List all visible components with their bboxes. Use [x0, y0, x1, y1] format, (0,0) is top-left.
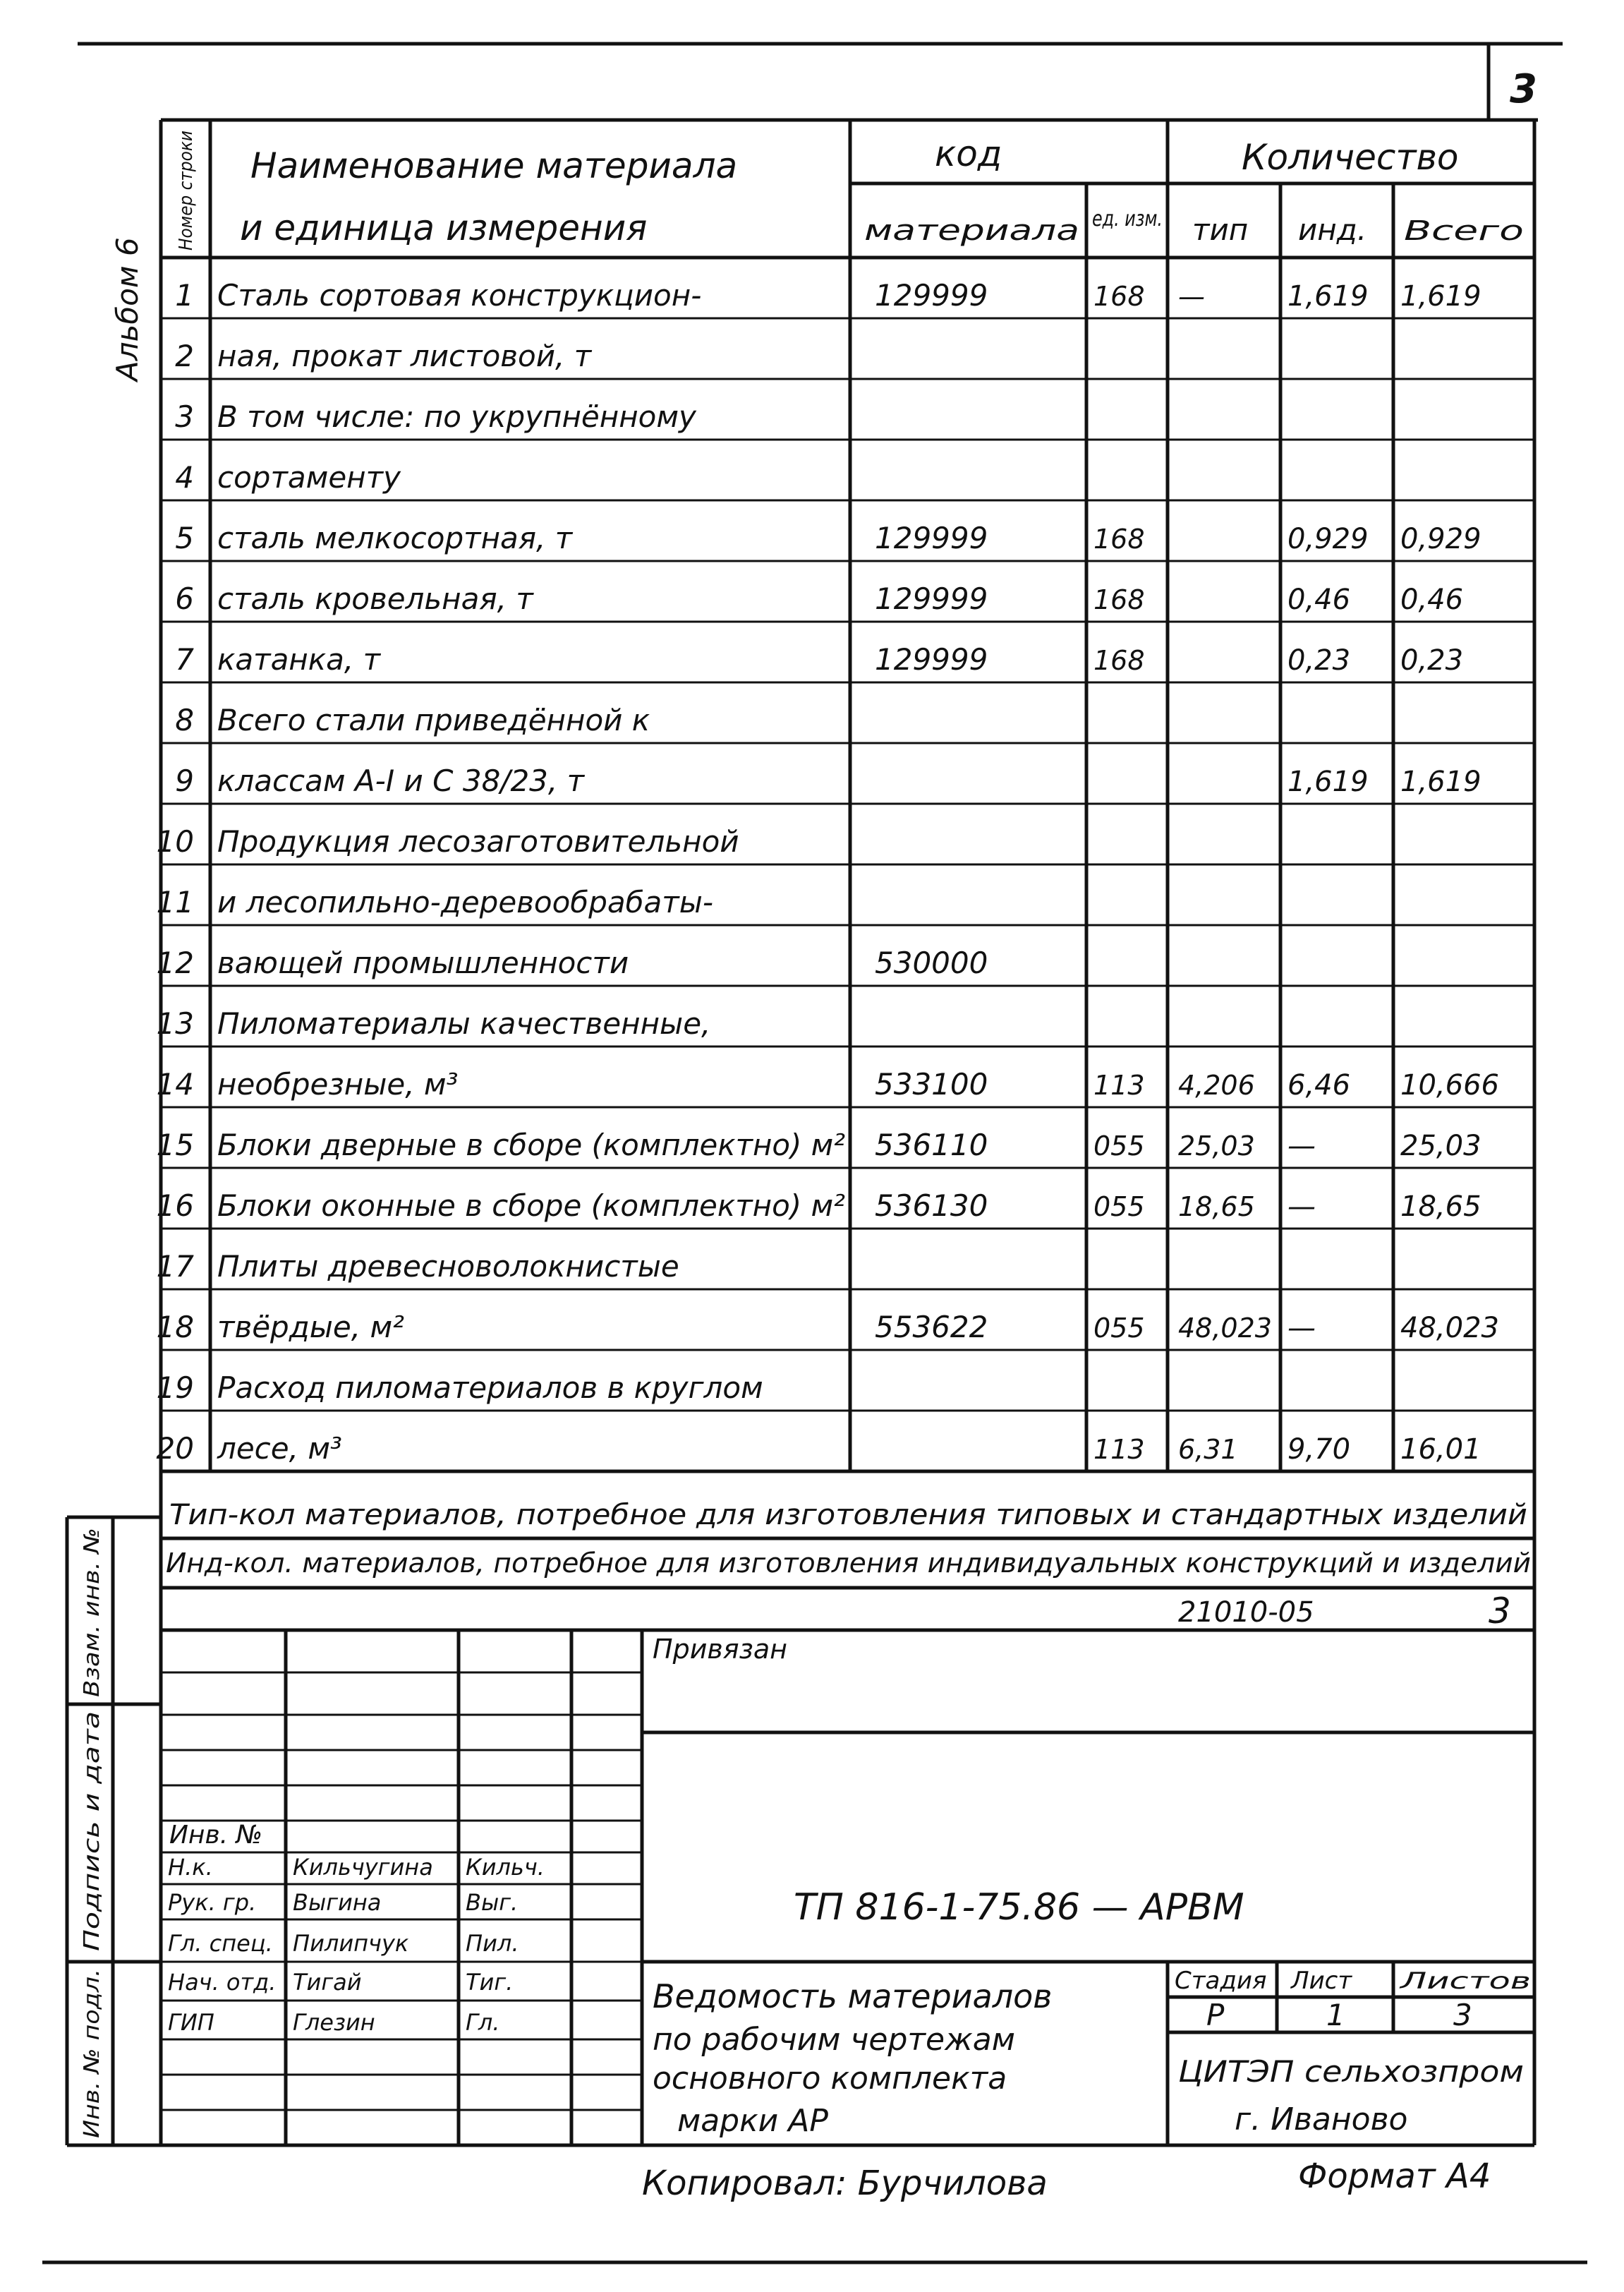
cell-n: 10: [156, 824, 194, 859]
cell-name: Сталь сортовая конструкцион-: [217, 278, 702, 313]
stamp-role-row: [168, 1930, 519, 1957]
cell-n: 19: [156, 1370, 194, 1405]
inv-no-label: Инв. №: [169, 1821, 263, 1850]
sheets-label: Листов: [1399, 1967, 1531, 1994]
cell-total: 48,023: [1400, 1312, 1499, 1344]
cell-type: 4,206: [1178, 1070, 1255, 1101]
cell-name: твёрдые, м²: [217, 1310, 404, 1344]
stamp-sign: Выг.: [466, 1889, 519, 1916]
cell-name: Всего стали приведённой к: [217, 703, 650, 737]
cell-ind: 9,70: [1287, 1433, 1351, 1466]
stamp-sheet-number: 3: [1489, 1591, 1511, 1631]
cell-name: катанка, т: [217, 642, 381, 677]
cell-total: 0,23: [1400, 644, 1464, 677]
cell-ind: 0,23: [1287, 644, 1351, 677]
stamp-sign: Гл.: [466, 2009, 500, 2036]
cell-n: 18: [156, 1310, 194, 1344]
header-code-material: материала: [864, 215, 1079, 247]
cell-name: Блоки оконные в сборе (комплектно) м²: [217, 1188, 846, 1223]
table-row: [157, 1006, 711, 1041]
cell-ind: 0,929: [1287, 523, 1369, 555]
cell-type: 25,03: [1178, 1130, 1255, 1162]
designation: ТП 816-1-75.86 — АРВМ: [794, 1886, 1244, 1929]
cell-total: 1,619: [1400, 280, 1481, 313]
album-label: Альбом 6: [110, 237, 145, 381]
cell-ind: —: [1287, 1190, 1316, 1223]
cell-code: 533100: [875, 1067, 988, 1102]
org-city: г. Иваново: [1235, 2101, 1408, 2137]
cell-name: классам А-I и С 38/23, т: [217, 764, 585, 798]
sheet-label: Лист: [1291, 1967, 1352, 1995]
cell-ind: 6,46: [1287, 1069, 1351, 1102]
table-row: [175, 399, 697, 434]
cell-type: 18,65: [1178, 1191, 1255, 1222]
header-q-type: тип: [1192, 212, 1249, 247]
table-row: [175, 278, 1481, 313]
table-row: [175, 339, 592, 373]
table-row: [157, 1310, 1499, 1344]
sheet-value: 1: [1326, 1998, 1345, 2032]
table-row: [157, 824, 739, 859]
stamp-sign: Кильч.: [466, 1854, 545, 1881]
cell-code: 536130: [875, 1188, 988, 1223]
cell-n: 16: [156, 1188, 194, 1223]
stamp-role: Нач. отд.: [168, 1969, 277, 1996]
cell-name: Пиломатериалы качественные,: [217, 1006, 711, 1041]
cell-name: сталь кровельная, т: [217, 581, 533, 616]
table-row: [157, 1067, 1499, 1102]
cell-code: 129999: [875, 521, 988, 555]
header-quantity: Количество: [1242, 137, 1459, 178]
sheets-value: 3: [1453, 1998, 1472, 2032]
table-row: [157, 1370, 763, 1405]
stamp-role-row: [168, 1969, 513, 1996]
cell-code: 530000: [875, 946, 988, 980]
cell-unit: 168: [1093, 584, 1145, 615]
table-row: [175, 764, 1481, 798]
page-number: 3: [1510, 66, 1537, 112]
copied-by: Копировал: Бурчилова: [642, 2164, 1048, 2203]
cell-ind: 1,619: [1287, 280, 1369, 313]
table-row: [157, 1431, 1481, 1466]
header-name-line1: Наименование материала: [250, 145, 738, 186]
cell-code: 129999: [875, 278, 988, 313]
cell-ind: 1,619: [1287, 766, 1369, 798]
cell-total: 1,619: [1400, 766, 1481, 798]
cell-unit: 055: [1093, 1130, 1145, 1162]
header-q-total: Всего: [1404, 215, 1524, 246]
cell-total: 10,666: [1400, 1069, 1499, 1102]
header-q-ind: инд.: [1298, 212, 1367, 247]
stage-label: Стадия: [1175, 1967, 1267, 1995]
cell-ind: —: [1287, 1130, 1316, 1162]
stamp-name: Пилипчук: [293, 1930, 409, 1957]
cell-name: сталь мелкосортная, т: [217, 521, 573, 555]
strip-sign-date: Подпись и дата: [80, 1775, 104, 1951]
cell-n: 17: [156, 1249, 194, 1284]
cell-unit: 055: [1093, 1191, 1145, 1222]
cell-total: 25,03: [1400, 1130, 1481, 1162]
cell-name: Плиты древесноволокнистые: [217, 1249, 679, 1284]
format-label: Формат А4: [1298, 2157, 1491, 2196]
cell-code: 129999: [875, 581, 988, 616]
doc-title-line3: основного комплекта: [653, 2061, 1007, 2097]
cell-ind: —: [1287, 1312, 1316, 1344]
table-row: [157, 1128, 1481, 1162]
table-row: [157, 946, 988, 980]
cell-unit: 113: [1093, 1434, 1145, 1465]
cell-type: —: [1178, 281, 1205, 312]
cell-total: 0,46: [1400, 584, 1464, 616]
doc-title-line2: по рабочим чертежам: [653, 2022, 1015, 2058]
cell-n: 13: [156, 1006, 194, 1041]
cell-ind: 0,46: [1287, 584, 1351, 616]
cell-unit: 168: [1093, 524, 1145, 555]
header-code: код: [935, 133, 1002, 174]
cell-unit: 113: [1093, 1070, 1145, 1101]
table-row: [157, 1249, 679, 1284]
table-body: [157, 278, 1499, 1466]
cell-n: 14: [156, 1067, 194, 1102]
cell-name: Блоки дверные в сборе (комплектно) м²: [217, 1128, 846, 1162]
cell-unit: 168: [1093, 281, 1145, 312]
cell-n: 15: [156, 1128, 194, 1162]
table-row: [175, 521, 1481, 555]
table-row: [157, 1188, 1481, 1223]
stamp-role: Н.к.: [168, 1854, 213, 1881]
cell-type: 48,023: [1178, 1313, 1272, 1344]
cell-n: 8: [175, 703, 194, 737]
cell-n: 5: [175, 521, 194, 555]
cell-n: 2: [175, 339, 194, 373]
strip-inv-orig: Инв. № подл.: [80, 1992, 104, 2138]
stamp-role-row: [168, 1889, 518, 1916]
cell-name: сортаменту: [217, 460, 401, 495]
doc-code: 21010-05: [1178, 1596, 1314, 1629]
strip-replace-inv: Взам. инв. №: [80, 1553, 104, 1697]
header-name-line2: и единица измерения: [240, 207, 648, 248]
cell-n: 20: [156, 1431, 194, 1466]
stamp-sign: Пил.: [466, 1930, 519, 1957]
cell-code: 129999: [875, 642, 988, 677]
cell-n: 11: [156, 885, 194, 919]
cell-n: 7: [175, 642, 194, 677]
stamp-name: Выгина: [293, 1889, 382, 1916]
header-row-no: Номер строки: [176, 116, 197, 251]
cell-n: 9: [175, 764, 194, 798]
cell-total: 18,65: [1400, 1190, 1481, 1223]
org-name: ЦИТЭП сельхозпром: [1178, 2054, 1524, 2089]
stamp-name: Глезин: [293, 2009, 375, 2036]
doc-title-line4: марки АР: [677, 2103, 828, 2139]
table-row: [175, 703, 650, 737]
stamp-role: Гл. спец.: [168, 1930, 273, 1957]
stamp-name: Тигай: [293, 1969, 362, 1996]
cell-name: и лесопильно-деревообрабаты-: [217, 885, 714, 919]
cell-name: Расход пиломатериалов в круглом: [217, 1370, 763, 1405]
doc-title-line1: Ведомость материалов: [653, 1977, 1053, 2015]
cell-unit: 168: [1093, 645, 1145, 676]
cell-name: необрезные, м³: [217, 1067, 459, 1102]
cell-unit: 055: [1093, 1313, 1145, 1344]
cell-name: Продукция лесозаготовительной: [217, 824, 739, 859]
stamp-sign: Тиг.: [466, 1969, 514, 1996]
cell-n: 1: [175, 278, 194, 313]
cell-total: 16,01: [1400, 1433, 1481, 1466]
cell-n: 3: [175, 399, 194, 434]
stamp-name: Кильчугина: [293, 1854, 433, 1881]
cell-name: В том числе: по укрупнённому: [217, 399, 696, 434]
stamp-role-row: [168, 1854, 545, 1881]
table-row: [175, 581, 1463, 616]
stamp-role-row: [168, 2009, 499, 2036]
note-ind-quantity: Инд-кол. материалов, потребное для изготовления индивидуальных конструкций и изделий: [166, 1548, 1531, 1579]
stage-value: Р: [1206, 1998, 1225, 2032]
attached-label: Привязан: [653, 1634, 787, 1665]
cell-name: лесе, м³: [217, 1431, 342, 1466]
cell-name: ная, прокат листовой, т: [217, 339, 592, 373]
cell-n: 4: [175, 460, 194, 495]
cell-total: 0,929: [1400, 523, 1481, 555]
table-row: [175, 642, 1463, 677]
note-type-quantity: Тип-кол материалов, потребное для изготовления типовых и стандартных изделий: [169, 1499, 1527, 1531]
cell-n: 6: [175, 581, 194, 616]
header-unit: ед. изм.: [1092, 207, 1163, 231]
cell-code: 536110: [875, 1128, 988, 1162]
cell-code: 553622: [875, 1310, 988, 1344]
cell-name: вающей промышленности: [217, 946, 629, 980]
cell-type: 6,31: [1178, 1434, 1238, 1465]
stamp-role: ГИП: [168, 2009, 214, 2036]
cell-n: 12: [156, 946, 194, 980]
stamp-role: Рук. гр.: [168, 1889, 257, 1916]
table-row: [157, 885, 713, 919]
